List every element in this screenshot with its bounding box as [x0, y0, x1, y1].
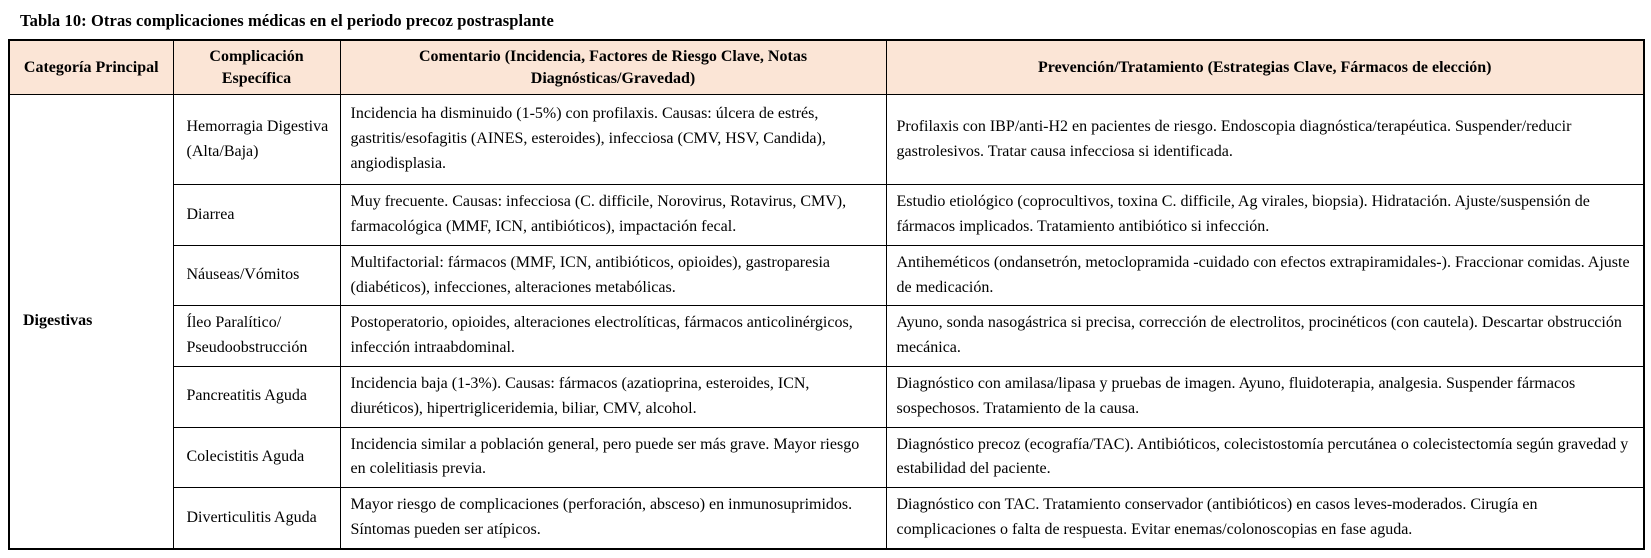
comment-cell: Incidencia baja (1-3%). Causas: fármacos (azatioprina, esteroides, ICN, diuréticos), hipertrigliceridemia, biliar, CMV, alcohol. [340, 366, 886, 427]
table-row [9, 366, 1644, 427]
header-row [9, 40, 1644, 95]
header-comentario: Comentario (Incidencia, Factores de Riesgo Clave, Notas Diagnósticas/Gravedad) [340, 40, 886, 95]
comment-cell: Postoperatorio, opioides, alteraciones electrolíticas, fármacos anticolinérgicos, infección intraabdominal. [340, 306, 886, 367]
complication-cell: Náuseas/Vómitos [173, 245, 340, 306]
complication-cell: Colecistitis Aguda [173, 427, 340, 488]
table-row [9, 306, 1644, 367]
table-row [9, 427, 1644, 488]
header-prevencion-tratamiento: Prevención/Tratamiento (Estrategias Clave, Fármacos de elección) [886, 40, 1644, 95]
treatment-cell: Diagnóstico con TAC. Tratamiento conservador (antibióticos) en casos leves-moderados. Cirugía en complicaciones o falta de respuesta. Evitar enemas/colonoscopias en fase aguda. [886, 488, 1644, 549]
treatment-cell: Estudio etiológico (coprocultivos, toxina C. difficile, Ag virales, biopsia). Hidratación. Ajuste/suspensión de fármacos implicados. Tratamiento antibiótico si infección. [886, 185, 1644, 246]
table-row [9, 185, 1644, 246]
comment-cell: Incidencia ha disminuido (1-5%) con profilaxis. Causas: úlcera de estrés, gastritis/esofagitis (AINES, esteroides), infecciosa (CMV, HSV, Candida), angiodisplasia. [340, 95, 886, 185]
comment-cell: Mayor riesgo de complicaciones (perforación, absceso) en inmunosuprimidos. Síntomas pueden ser atípicos. [340, 488, 886, 549]
table-row [9, 488, 1644, 549]
complication-cell: Diarrea [173, 185, 340, 246]
treatment-cell: Ayuno, sonda nasogástrica si precisa, corrección de electrolitos, procinéticos (con cautela). Descartar obstrucción mecánica. [886, 306, 1644, 367]
header-categoria-principal: Categoría Principal [9, 40, 173, 95]
treatment-cell: Diagnóstico con amilasa/lipasa y pruebas de imagen. Ayuno, fluidoterapia, analgesia. Suspender fármacos sospechosos. Tratamiento de la causa. [886, 366, 1644, 427]
table-caption: Tabla 10: Otras complicaciones médicas en el periodo precoz postrasplante [20, 11, 554, 30]
complications-table [8, 39, 1645, 550]
comment-cell: Muy frecuente. Causas: infecciosa (C. difficile, Norovirus, Rotavirus, CMV), farmacológica (MMF, ICN, antibióticos), impactación fecal. [340, 185, 886, 246]
treatment-cell: Diagnóstico precoz (ecografía/TAC). Antibióticos, colecistostomía percutánea o colecistectomía según gravedad y estabilidad del paciente. [886, 427, 1644, 488]
treatment-cell: Antiheméticos (ondansetrón, metoclopramida -cuidado con efectos extrapiramidales-). Fraccionar comidas. Ajuste de medicación. [886, 245, 1644, 306]
complication-cell: Pancreatitis Aguda [173, 366, 340, 427]
comment-cell: Multifactorial: fármacos (MMF, ICN, antibióticos, opioides), gastroparesia (diabéticos), infecciones, alteraciones metabólicas. [340, 245, 886, 306]
header-complicacion-especifica: Complicación Específica [173, 40, 340, 95]
complication-cell: Íleo Paralítico/ Pseudoobstrucción [173, 306, 340, 367]
table-row [9, 245, 1644, 306]
category-cell: Digestivas [9, 95, 173, 549]
complication-cell: Diverticulitis Aguda [173, 488, 340, 549]
treatment-cell: Profilaxis con IBP/anti-H2 en pacientes de riesgo. Endoscopia diagnóstica/terapéutica. Suspender/reducir gastrolesivos. Tratar causa infecciosa si identificada. [886, 95, 1644, 185]
complication-cell: Hemorragia Digestiva (Alta/Baja) [173, 95, 340, 185]
table-row [9, 95, 1644, 185]
comment-cell: Incidencia similar a población general, pero puede ser más grave. Mayor riesgo en colelitiasis previa. [340, 427, 886, 488]
